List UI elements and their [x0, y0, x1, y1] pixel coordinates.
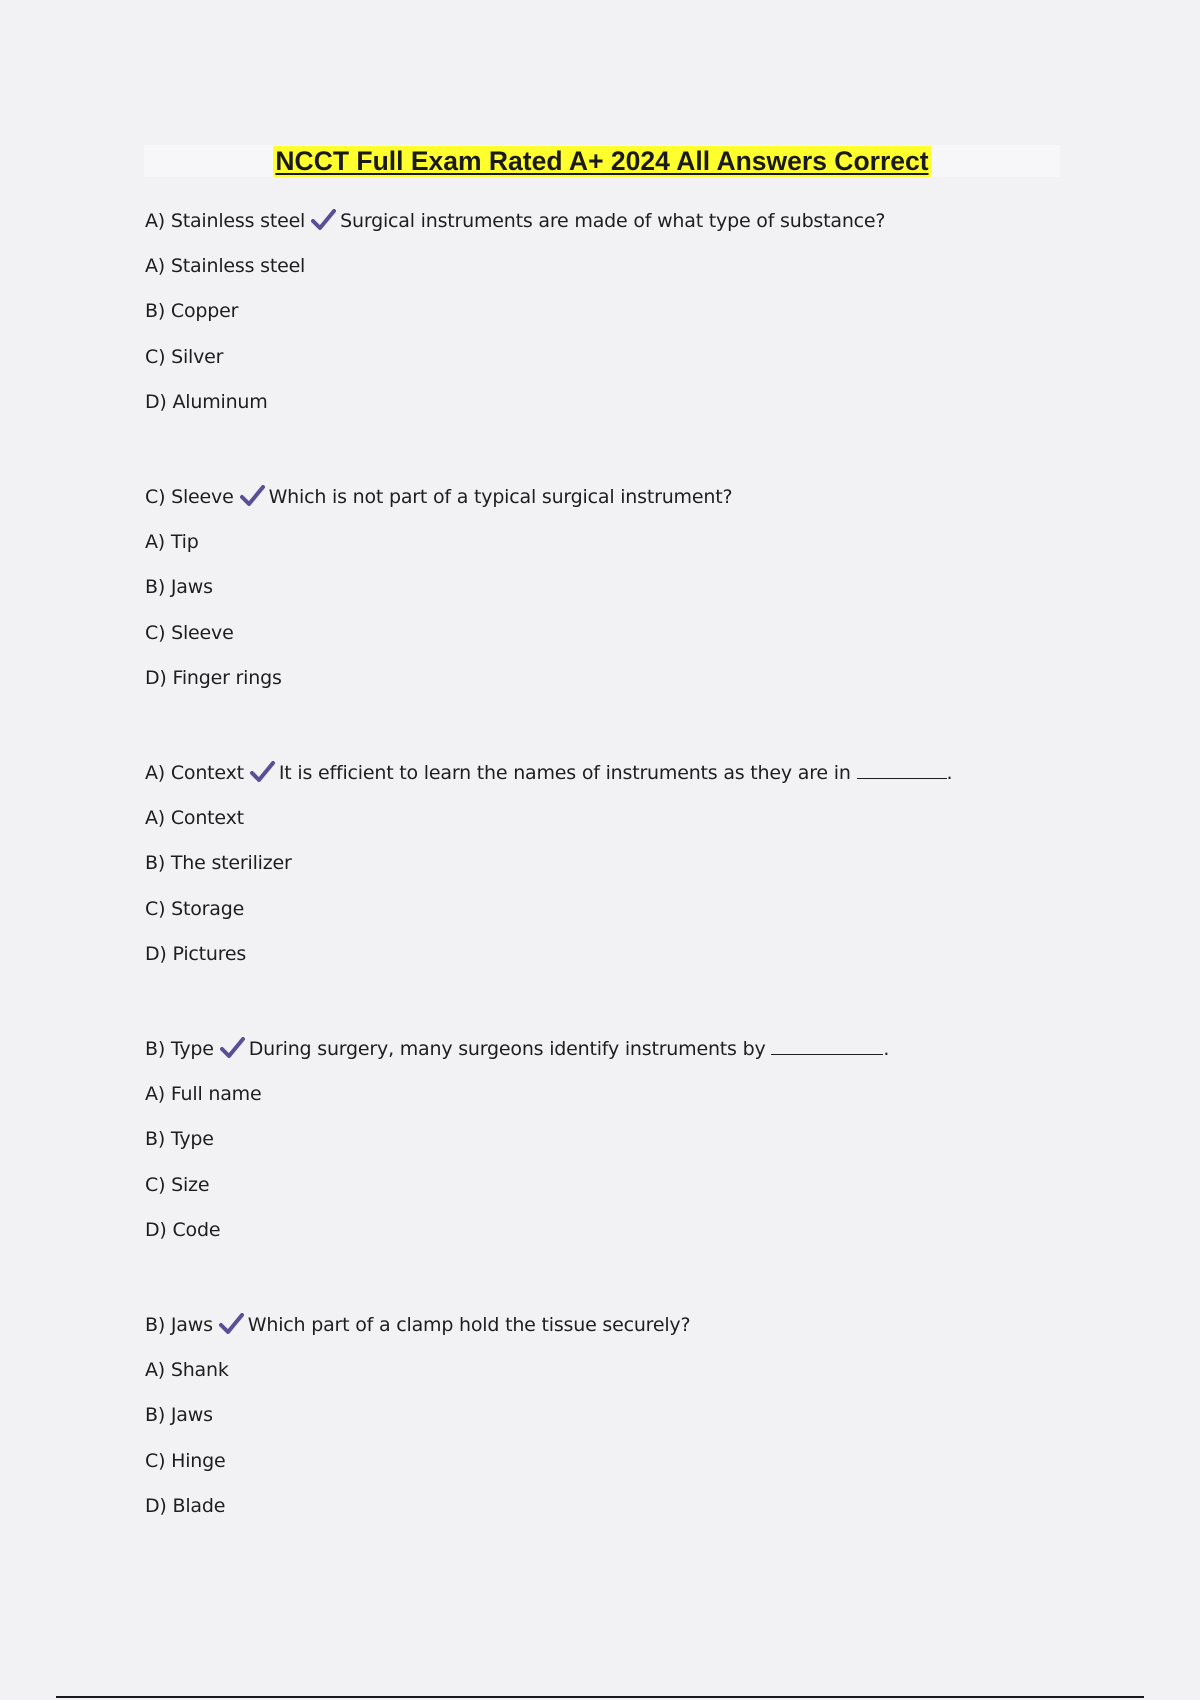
question-text: It is efficient to learn the names of instruments as they are in	[278, 762, 851, 784]
answer-option: B) Copper	[145, 300, 239, 323]
fill-in-blank	[857, 760, 947, 779]
answer-option: A) Tip	[145, 531, 199, 554]
question-text: Which part of a clamp hold the tissue securely?	[247, 1314, 691, 1336]
footer-divider	[56, 1696, 1144, 1698]
answer-option: D) Code	[145, 1218, 221, 1241]
answer-option: A) Shank	[145, 1359, 229, 1382]
question-item	[145, 1035, 1065, 1311]
question-line	[145, 759, 1065, 804]
correct-answer: B) Jaws	[145, 1314, 213, 1336]
question-item	[145, 483, 1065, 759]
correct-answer: A) Context	[145, 762, 244, 784]
correct-answer: C) Sleeve	[145, 486, 234, 508]
document-title: NCCT Full Exam Rated A+ 2024 All Answers Correct	[275, 145, 929, 176]
question-line	[145, 483, 1065, 528]
answer-option: D) Pictures	[145, 942, 247, 965]
question-line	[145, 1311, 1065, 1356]
check-icon	[250, 761, 275, 783]
check-icon	[219, 1313, 244, 1335]
check-icon	[220, 1037, 245, 1059]
answer-option: B) Jaws	[145, 1404, 213, 1427]
correct-answer: B) Type	[145, 1038, 214, 1060]
question-text: During surgery, many surgeons identify instruments by	[248, 1038, 766, 1060]
answer-option: C) Storage	[145, 897, 245, 920]
answer-option: B) The sterilizer	[145, 852, 292, 875]
answer-option: C) Silver	[145, 345, 224, 368]
check-icon	[311, 209, 336, 231]
question-line	[145, 1035, 1065, 1080]
correct-answer: A) Stainless steel	[145, 210, 306, 232]
question-text: Surgical instruments are made of what type of substance?	[340, 210, 886, 232]
question-list	[145, 207, 1065, 1587]
answer-option: B) Jaws	[145, 576, 213, 599]
answer-option: A) Context	[145, 807, 244, 830]
answer-option: D) Finger rings	[145, 666, 282, 689]
question-end: .	[883, 1038, 890, 1060]
answer-option: D) Blade	[145, 1494, 226, 1517]
question-item	[145, 759, 1065, 1035]
answer-option: A) Full name	[145, 1083, 262, 1106]
answer-option: B) Type	[145, 1128, 214, 1151]
answer-option: C) Hinge	[145, 1449, 226, 1472]
title-bar	[144, 145, 1060, 177]
answer-option: C) Size	[145, 1173, 210, 1196]
question-item	[145, 1311, 1065, 1587]
question-item	[145, 207, 1065, 483]
fill-in-blank	[771, 1036, 883, 1055]
answer-option: C) Sleeve	[145, 621, 234, 644]
question-text: Which is not part of a typical surgical instrument?	[268, 486, 733, 508]
answer-option: A) Stainless steel	[145, 255, 306, 278]
question-end: .	[946, 762, 953, 784]
question-line	[145, 207, 1065, 252]
answer-option: D) Aluminum	[145, 390, 268, 413]
check-icon	[240, 485, 265, 507]
